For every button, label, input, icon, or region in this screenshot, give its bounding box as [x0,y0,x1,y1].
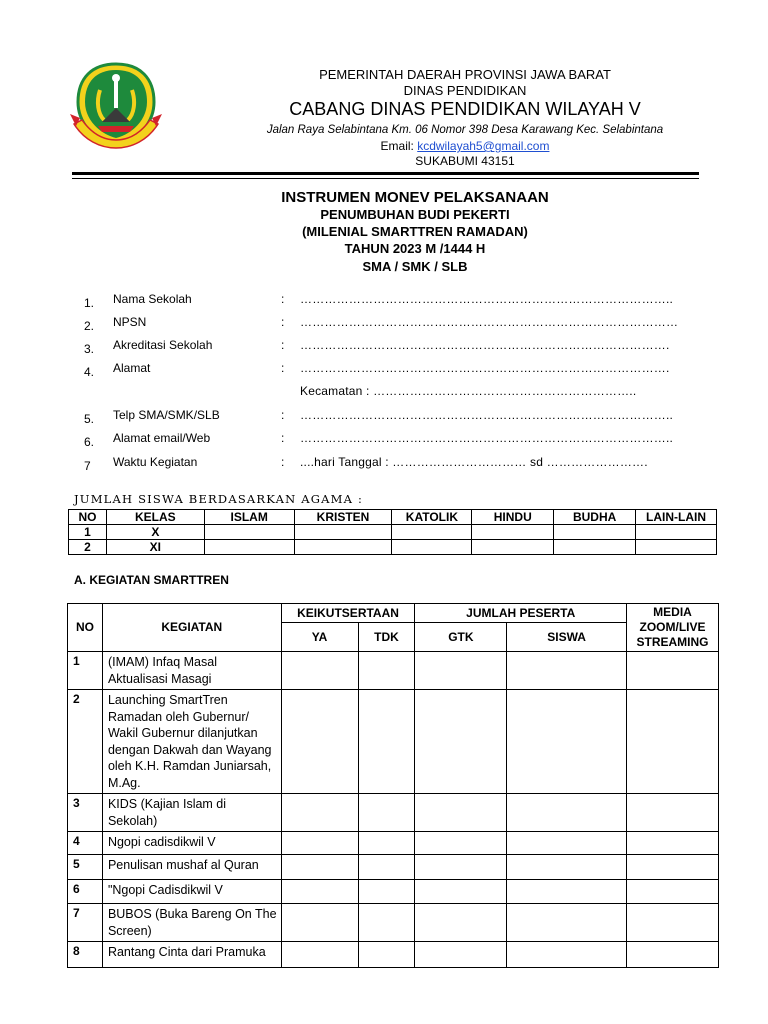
field-colon: : [281,408,285,422]
field-colon: : [281,431,285,445]
field-number: 6. [84,435,95,449]
header-siswa: SISWA [507,623,627,652]
table-header-row [68,604,719,623]
header-jumlah-peserta: JUMLAH PESERTA [415,604,627,623]
siswa-cell[interactable] [507,652,627,690]
field-label: Alamat [113,361,151,375]
activity-name: Launching SmartTren Ramadan oleh Gubernur/ Wakil Gubernur dilanjutkan dengan Dakwah dan Wayang oleh K.H. Ramdan Juniarsah, M.Ag. [102,690,281,794]
letterhead-rule-thick [72,172,699,175]
document-school-level: SMA / SMK / SLB [362,259,468,274]
tdk-cell[interactable] [358,832,415,855]
activity-name: KIDS (Kajian Islam di Sekolah) [102,794,281,832]
field-blank[interactable]: ……………………………………………………………………………….. [300,408,674,422]
form-field-school-name [84,292,704,310]
column-header: KELAS [106,510,204,525]
field-blank[interactable]: ....hari Tanggal : …………………………… sd ……………………. [300,455,648,469]
tdk-cell[interactable] [358,855,415,880]
field-colon: : [281,361,285,375]
activity-name: "Ngopi Cadisdikwil V [102,880,281,904]
row-number: 3 [68,794,103,832]
table-row [68,794,719,832]
header-gtk: GTK [415,623,507,652]
count-cell[interactable] [472,540,554,555]
tdk-cell[interactable] [358,942,415,968]
count-cell[interactable] [636,540,717,555]
header-media: MEDIA ZOOM/LIVE STREAMING [626,604,718,652]
form-field-npsn [84,315,704,333]
count-cell[interactable] [554,525,636,540]
ya-cell[interactable] [281,832,358,855]
document-title: INSTRUMEN MONEV PELAKSANAAN [281,189,549,206]
row-number: 1 [68,652,103,690]
form-field-kecamatan [84,384,704,402]
ya-cell[interactable] [281,880,358,904]
header-no: NO [68,604,103,652]
gtk-cell[interactable] [415,652,507,690]
count-cell[interactable] [294,525,392,540]
ya-cell[interactable] [281,794,358,832]
form-field-address [84,361,704,379]
tdk-cell[interactable] [358,904,415,942]
tdk-cell[interactable] [358,794,415,832]
letterhead-rule-thin [72,178,699,179]
ya-cell[interactable] [281,942,358,968]
ya-cell[interactable] [281,855,358,880]
table-row [68,855,719,880]
count-cell[interactable] [392,525,472,540]
media-cell[interactable] [626,942,718,968]
document-subtitle-1: PENUMBUHAN BUDI PEKERTI [320,207,510,222]
branch-name: CABANG DINAS PENDIDIKAN WILAYAH V [289,99,641,119]
office-name: DINAS PENDIDIKAN [403,83,527,98]
row-number: 8 [68,942,103,968]
column-header: ISLAM [204,510,294,525]
table-row [68,652,719,690]
table-row [68,690,719,794]
table-header-row [69,510,717,525]
column-header: BUDHA [554,510,636,525]
ya-cell[interactable] [281,904,358,942]
header-keikutsertaan: KEIKUTSERTAAN [281,604,415,623]
media-cell[interactable] [626,855,718,880]
media-cell[interactable] [626,832,718,855]
gtk-cell[interactable] [415,942,507,968]
field-label: Nama Sekolah [113,292,192,306]
table-row [68,942,719,968]
government-name: PEMERINTAH DAERAH PROVINSI JAWA BARAT [319,67,611,82]
header-tdk: TDK [358,623,415,652]
activity-name: Ngopi cadisdikwil V [102,832,281,855]
office-address: Jalan Raya Selabintana Km. 06 Nomor 398 Desa Karawang Kec. Selabintana [266,124,664,136]
email-line [150,139,768,153]
ya-cell[interactable] [281,690,358,794]
siswa-cell[interactable] [507,832,627,855]
row-number: 4 [68,832,103,855]
table-row [68,832,719,855]
table-row [68,904,719,942]
header-kegiatan: KEGIATAN [102,604,281,652]
field-blank[interactable]: ………………………………………………………………………………. [300,361,670,375]
class-cell: X [106,525,204,540]
gtk-cell[interactable] [415,904,507,942]
table-row [69,540,717,555]
class-cell: XI [106,540,204,555]
count-cell[interactable] [204,525,294,540]
siswa-cell[interactable] [507,855,627,880]
form-field-phone [84,408,704,426]
column-header: KATOLIK [392,510,472,525]
field-label: Alamat email/Web [113,431,211,445]
media-cell[interactable] [626,690,718,794]
count-cell[interactable] [554,540,636,555]
media-cell[interactable] [626,904,718,942]
gtk-cell[interactable] [415,794,507,832]
field-label: NPSN [113,315,147,329]
gtk-cell[interactable] [415,880,507,904]
siswa-cell[interactable] [507,904,627,942]
field-blank[interactable]: ………………………………………………………………………………… [300,315,679,329]
field-number: 2. [84,319,95,333]
siswa-cell[interactable] [507,880,627,904]
row-number: 7 [68,904,103,942]
city-postcode: SUKABUMI 43151 [415,154,515,168]
email-label: Email: [380,139,414,153]
section-a-title: A. KEGIATAN SMARTTREN [74,573,229,587]
form-field-email-web [84,431,704,449]
activity-table [67,603,719,968]
activity-name: Rantang Cinta dari Pramuka [102,942,281,968]
media-cell[interactable] [626,652,718,690]
form-field-accreditation [84,338,704,356]
field-number: 7 [84,459,91,473]
column-header: NO [69,510,107,525]
field-number: 1. [84,296,95,310]
count-cell[interactable] [204,540,294,555]
siswa-cell[interactable] [507,690,627,794]
field-blank[interactable]: ……………………………………………………………………………….. [300,292,674,306]
field-number: 4. [84,365,95,379]
column-header: LAIN-LAIN [636,510,717,525]
west-java-emblem [70,60,162,150]
gtk-cell[interactable] [415,690,507,794]
media-cell[interactable] [626,880,718,904]
field-label: Akreditasi Sekolah [113,338,213,352]
field-colon: : [281,292,285,306]
table-row [69,525,717,540]
row-number: 6 [68,880,103,904]
religion-table-title: JUMLAH SISWA BERDASARKAN AGAMA : [74,492,364,506]
row-number: 2 [69,540,107,555]
field-number: 5. [84,412,95,426]
gtk-cell[interactable] [415,832,507,855]
tdk-cell[interactable] [358,690,415,794]
document-year: TAHUN 2023 M /1444 H [344,241,486,256]
field-label: Waktu Kegiatan [113,455,198,469]
ya-cell[interactable] [281,652,358,690]
column-header: HINDU [472,510,554,525]
row-number: 5 [68,855,103,880]
count-cell[interactable] [636,525,717,540]
media-cell[interactable] [626,794,718,832]
row-number: 2 [68,690,103,794]
field-colon: : [281,455,285,469]
gtk-cell[interactable] [415,855,507,880]
field-colon: : [281,315,285,329]
form-field-activity-time [84,455,704,473]
siswa-cell[interactable] [507,794,627,832]
religion-table [68,509,717,555]
tdk-cell[interactable] [358,652,415,690]
field-blank[interactable]: ……………………………………………………………………………….. [300,431,674,445]
table-row [68,880,719,904]
siswa-cell[interactable] [507,942,627,968]
field-colon: : [281,338,285,352]
column-header: KRISTEN [294,510,392,525]
count-cell[interactable] [294,540,392,555]
header-ya: YA [281,623,358,652]
row-number: 1 [69,525,107,540]
activity-name: (IMAM) Infaq Masal Aktualisasi Masagi [102,652,281,690]
count-cell[interactable] [392,540,472,555]
field-number: 3. [84,342,95,356]
tdk-cell[interactable] [358,880,415,904]
activity-name: BUBOS (Buka Bareng On The Screen) [102,904,281,942]
kecamatan-blank[interactable]: Kecamatan : ……………………………………………………….. [300,384,637,398]
count-cell[interactable] [472,525,554,540]
document-subtitle-2: (MILENIAL SMARTTREN RAMADAN) [302,224,528,239]
field-blank[interactable]: ………………………………………………………………………………. [300,338,670,352]
activity-name: Penulisan mushaf al Quran [102,855,281,880]
email-link[interactable]: kcdwilayah5@gmail.com [417,139,550,153]
field-label: Telp SMA/SMK/SLB [113,408,220,422]
